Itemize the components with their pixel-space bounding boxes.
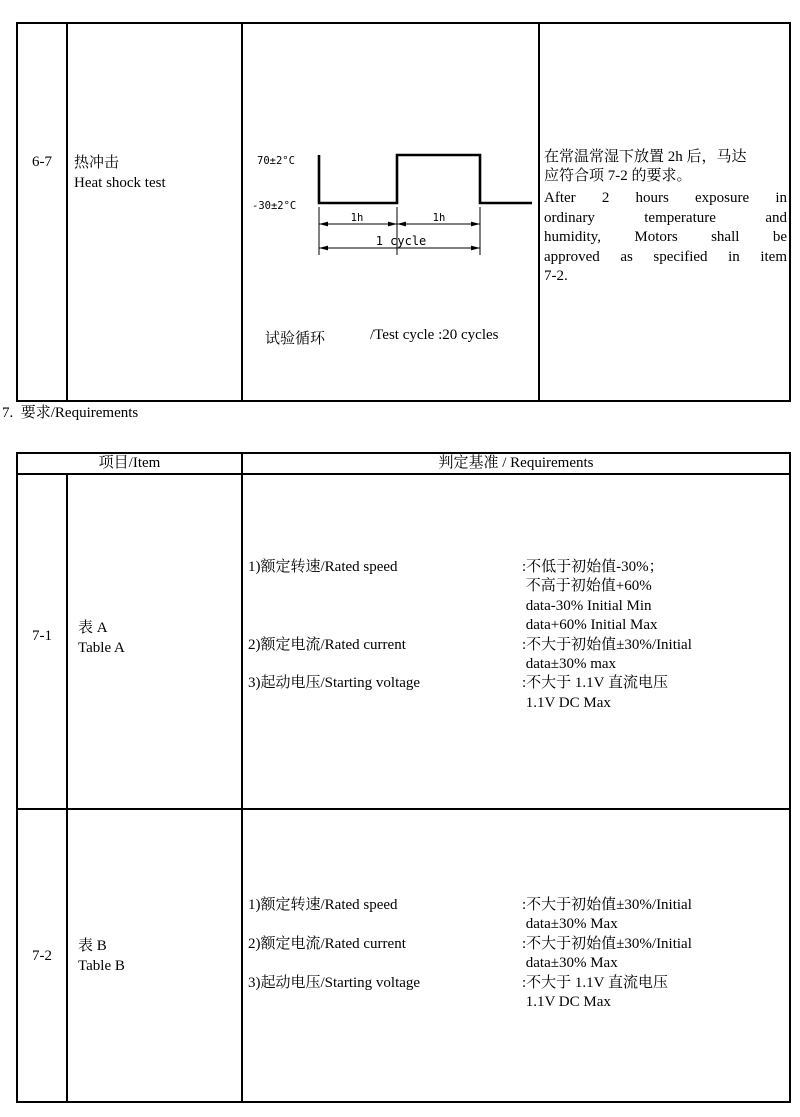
column-header-requirements: 判定基准 / Requirements <box>438 455 594 471</box>
criteria-line: 1)额定转速/Rated speed :不低于初始值-30%； <box>248 559 664 575</box>
criteria-line: 3)起动电压/Starting voltage :不大于 1.1V 直流电压 <box>248 974 668 991</box>
criteria-line: 1)额定转速/Rated speed :不大于初始值±30%/Initial <box>248 897 692 913</box>
criteria-line: 2)额定电流/Rated current :不大于初始值±30%/Initial <box>248 935 692 952</box>
criteria-line: 1.1V DC Max <box>522 694 611 711</box>
header-divider <box>18 473 789 475</box>
waveform-line <box>319 155 532 203</box>
heat-shock-table <box>16 22 791 402</box>
row-item-cell <box>78 618 238 658</box>
row-item-cell <box>78 936 238 976</box>
criteria-line: data±30% Max <box>522 955 618 972</box>
column-header-item: 项目/Item <box>98 455 161 471</box>
cycle-label: 1 cycle <box>375 234 427 248</box>
row-criteria <box>248 558 784 713</box>
row-item-cn: 表 B <box>78 938 107 954</box>
row-item-en: Table A <box>78 640 125 656</box>
seg1-duration-label: 1h <box>350 212 364 224</box>
row-divider <box>18 808 789 810</box>
criteria-line: 1.1V DC Max <box>522 993 611 1010</box>
high-temp-label: 70±2°C <box>257 155 295 167</box>
table1-divider-1 <box>66 24 68 400</box>
test-item-en: Heat shock test <box>74 175 166 191</box>
criteria-line: 2)额定电流/Rated current :不大于初始值±30%/Initial <box>248 636 692 653</box>
requirement-en-line: 7-2. <box>544 268 568 285</box>
heat-shock-requirement-cell <box>544 148 787 286</box>
low-temp-label: -30±2°C <box>252 200 297 212</box>
requirement-en-line: ordinary temperature and <box>544 209 787 226</box>
test-cycle-caption <box>265 327 498 348</box>
requirement-en-line: After 2 hours exposure in <box>544 190 787 207</box>
requirement-cn-line: 在常温常湿下放置 2h 后，马达 <box>544 149 747 165</box>
requirement-cn-line: 应符合项 7-2 的要求。 <box>544 168 692 185</box>
seg2-duration-label: 1h <box>432 212 446 224</box>
criteria-line: 3)起动电压/Starting voltage :不大于 1.1V 直流电压 <box>248 675 668 692</box>
section-heading: 7. 要求/Requirements <box>2 405 139 421</box>
test-cycle-caption-cn: 试验循环 <box>265 331 326 347</box>
temperature-cycle-diagram <box>241 148 538 268</box>
requirement-en-line: approved as specified in item <box>544 248 787 265</box>
test-cycle-caption-en: /Test cycle :20 cycles <box>370 327 499 343</box>
row-criteria <box>248 896 784 1012</box>
criteria-line: 不高于初始值+60% <box>522 578 652 595</box>
criteria-line: data±30% max <box>522 655 617 672</box>
row-id: 7-1 <box>32 628 52 644</box>
row-item-cn: 表 A <box>78 620 108 636</box>
table2-divider-1 <box>66 475 68 1101</box>
requirements-table <box>16 452 791 1103</box>
criteria-line: data±30% Max <box>522 916 618 933</box>
row-id: 7-2 <box>32 948 52 964</box>
requirement-en-line: humidity, Motors shall be <box>544 229 787 246</box>
test-item-cell <box>74 153 239 193</box>
criteria-line: data-30% Initial Min <box>522 597 652 614</box>
table2-divider-2 <box>241 454 243 1101</box>
row-id: 6-7 <box>32 154 52 170</box>
row-item-en: Table B <box>78 958 125 974</box>
table1-divider-3 <box>538 24 540 400</box>
criteria-line: data+60% Initial Max <box>522 617 658 634</box>
requirement-en-paragraph <box>544 189 787 286</box>
test-item-cn: 热冲击 <box>74 155 120 171</box>
